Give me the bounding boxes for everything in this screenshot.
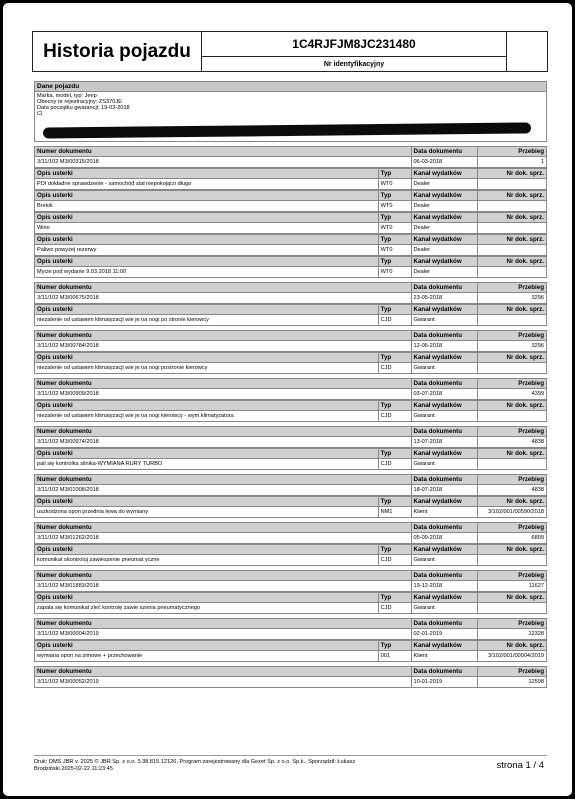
fault-channel: Klient [412, 651, 479, 661]
fault-channel: Gwarant [412, 315, 479, 325]
fault-channel: Gwarant [412, 555, 479, 565]
fault-row [34, 555, 547, 566]
footer-divider [34, 755, 547, 756]
fault-channel: Gwarant [412, 363, 479, 373]
fault-header-row [34, 640, 547, 651]
doc-number: 3/11/102 M3/00675/2018 [35, 293, 412, 303]
fault-type-label: Typ [379, 353, 412, 362]
fault-row [34, 651, 547, 662]
doc-mileage: 11627 [528, 583, 544, 589]
fault-channel: Dealer [412, 245, 479, 255]
channel-label: Kanał wydatków [412, 169, 479, 178]
claim-no-label: Nr dok. sprz. [506, 402, 544, 409]
document-header-row [34, 330, 547, 341]
document-header-row [34, 146, 547, 157]
fault-row [34, 507, 547, 518]
fault-row [34, 459, 547, 470]
channel-label: Kanał wydatków [412, 213, 479, 222]
fault-desc-label: Opis usterki [35, 593, 379, 602]
document-row [34, 157, 547, 168]
document-row [34, 533, 547, 544]
fault-channel: Gwarant [412, 459, 479, 469]
fault-type: WT0 [379, 223, 412, 233]
fault-description: pali się kontrolka silnika-WYMIANA RURY TURBO [35, 459, 379, 469]
fault-claim-no [478, 245, 546, 255]
claim-no-label: Nr dok. sprz. [506, 214, 544, 221]
doc-mileage: 4399 [531, 391, 544, 397]
fault-claim-no [478, 459, 546, 469]
fault-type-label: Typ [379, 257, 412, 266]
doc-number: 3/11/102 M3/01008/2018 [35, 485, 412, 495]
doc-mileage: 4838 [531, 487, 544, 493]
fault-type: CJD [379, 411, 412, 421]
vehicle-line: Data początku gwarancji: 19-03-2018 [37, 105, 130, 111]
fault-description: komunikat skontroluj zawieszenie pneumat yczne [35, 555, 379, 565]
doc-number: 3/11/102 M3/00909/2018 [35, 389, 412, 399]
fault-type-label: Typ [379, 169, 412, 178]
report-header [32, 31, 548, 72]
document-row [34, 437, 547, 448]
vin-box [202, 32, 507, 71]
fault-claim-no [478, 179, 546, 189]
claim-no-label: Nr dok. sprz. [506, 594, 544, 601]
vehicle-line: Cl [37, 111, 43, 117]
documents-list [34, 146, 547, 688]
doc-date-label: Data dokumentu [412, 667, 479, 676]
fault-description: Brelok [35, 201, 379, 211]
doc-number-label: Numer dokumentu [35, 147, 412, 156]
fault-header-row [34, 592, 547, 603]
mileage-label: Przebieg [518, 620, 544, 627]
fault-description: Paliwo powyżej rezerwy [35, 245, 379, 255]
page-number: strona 1 / 4 [496, 760, 544, 771]
vehicle-details [34, 92, 547, 142]
doc-date-label: Data dokumentu [412, 283, 479, 292]
doc-number: 3/11/102 M3/00052/2019 [35, 677, 412, 687]
doc-date: 13-07-2018 [412, 437, 479, 447]
doc-number: 3/11/102 M3/00004/2019 [35, 629, 412, 639]
fault-type: 001 [379, 651, 412, 661]
fault-header-row [34, 212, 547, 223]
document-page [3, 3, 572, 796]
fault-claim-no [478, 555, 546, 565]
vehicle-line: Marka, model, typ: Jeep [37, 93, 97, 99]
doc-number-label: Numer dokumentu [35, 475, 412, 484]
redaction-mark [43, 122, 531, 138]
doc-date-label: Data dokumentu [412, 571, 479, 580]
doc-date-label: Data dokumentu [412, 427, 479, 436]
claim-no-label: Nr dok. sprz. [506, 546, 544, 553]
doc-date: 12-06-2018 [412, 341, 479, 351]
fault-type-label: Typ [379, 235, 412, 244]
fault-desc-label: Opis usterki [35, 257, 379, 266]
fault-claim-no [478, 223, 546, 233]
fault-header-row [34, 190, 547, 201]
mileage-label: Przebieg [518, 524, 544, 531]
claim-no-label: Nr dok. sprz. [506, 642, 544, 649]
fault-row [34, 315, 547, 326]
mileage-label: Przebieg [518, 148, 544, 155]
fault-description: wymiana opon na zimowe + przechowanie [35, 651, 379, 661]
fault-type: CJD [379, 315, 412, 325]
channel-label: Kanał wydatków [412, 191, 479, 200]
mileage-label: Przebieg [518, 428, 544, 435]
fault-type-label: Typ [379, 545, 412, 554]
report-title: Historia pojazdu [33, 32, 202, 71]
doc-number-label: Numer dokumentu [35, 571, 412, 580]
fault-desc-label: Opis usterki [35, 235, 379, 244]
doc-mileage: 4838 [531, 439, 544, 445]
fault-type: WT0 [379, 179, 412, 189]
history-content [34, 81, 547, 688]
footer-print-info: Druk: DMS JBR v. 2025 © JBR Sp. z o.o. 3.38.815.12126, Program zarejestrowany dla Gezet Sp. z o.o. Sp.k., Sporządził: Łukasz Brodziński 2025-02-22 11:23:45 [34, 759, 356, 772]
doc-number-label: Numer dokumentu [35, 667, 412, 676]
fault-channel: Klient [412, 507, 479, 517]
mileage-label: Przebieg [518, 476, 544, 483]
fault-header-row [34, 496, 547, 507]
doc-mileage: 3296 [531, 343, 544, 349]
document-row [34, 677, 547, 688]
channel-label: Kanał wydatków [412, 593, 479, 602]
claim-no-label: Nr dok. sprz. [506, 498, 544, 505]
doc-date: 03-07-2018 [412, 389, 479, 399]
doc-mileage: 6809 [531, 535, 544, 541]
fault-claim-no: 3/102/001/00590/2018 [488, 509, 544, 515]
doc-date-label: Data dokumentu [412, 331, 479, 340]
fault-type-label: Typ [379, 401, 412, 410]
fault-row [34, 201, 547, 212]
document-header-row [34, 618, 547, 629]
fault-channel: Dealer [412, 267, 479, 277]
document-row [34, 389, 547, 400]
claim-no-label: Nr dok. sprz. [506, 236, 544, 243]
fault-type-label: Typ [379, 191, 412, 200]
fault-row [34, 267, 547, 278]
document-header-row [34, 666, 547, 677]
claim-no-label: Nr dok. sprz. [506, 450, 544, 457]
document-header-row [34, 426, 547, 437]
fault-desc-label: Opis usterki [35, 401, 379, 410]
doc-number: 3/11/102 M3/00315/2018 [35, 157, 412, 167]
fault-desc-label: Opis usterki [35, 545, 379, 554]
claim-no-label: Nr dok. sprz. [506, 192, 544, 199]
fault-type: NM1 [379, 507, 412, 517]
doc-number-label: Numer dokumentu [35, 427, 412, 436]
fault-desc-label: Opis usterki [35, 305, 379, 314]
fault-description: niezalenie od ustawien klimatyzacji wie je na nogi postronie kierowcy [35, 363, 379, 373]
fault-claim-no [478, 603, 546, 613]
doc-number: 3/11/102 M3/01262/2018 [35, 533, 412, 543]
document-header-row [34, 282, 547, 293]
fault-desc-label: Opis usterki [35, 497, 379, 506]
fault-header-row [34, 304, 547, 315]
fault-row [34, 245, 547, 256]
document-row [34, 341, 547, 352]
fault-desc-label: Opis usterki [35, 213, 379, 222]
fault-row [34, 179, 547, 190]
fault-description: uszkodzona opon przednia lewa do wymiany [35, 507, 379, 517]
doc-mileage: 12328 [528, 631, 544, 637]
doc-date-label: Data dokumentu [412, 475, 479, 484]
fault-description: Wino [35, 223, 379, 233]
document-row [34, 581, 547, 592]
fault-claim-no: 3/102/001/00004/2019 [488, 653, 544, 659]
doc-number-label: Numer dokumentu [35, 523, 412, 532]
fault-header-row [34, 448, 547, 459]
header-blank-cell [507, 32, 547, 71]
fault-channel: Dealer [412, 179, 479, 189]
fault-description: niezalenie od ustawien klimatyzacji wie je na nogi po stronie kierowcy [35, 315, 379, 325]
doc-date-label: Data dokumentu [412, 147, 479, 156]
fault-desc-label: Opis usterki [35, 169, 379, 178]
fault-channel: Gwarant [412, 411, 479, 421]
doc-mileage: 1 [540, 159, 544, 165]
doc-date: 05-09-2018 [412, 533, 479, 543]
fault-channel: Dealer [412, 201, 479, 211]
fault-desc-label: Opis usterki [35, 641, 379, 650]
doc-mileage: 12598 [528, 679, 544, 685]
fault-channel: Dealer [412, 223, 479, 233]
fault-type: CJD [379, 555, 412, 565]
channel-label: Kanał wydatków [412, 545, 479, 554]
fault-header-row [34, 400, 547, 411]
fault-type-label: Typ [379, 641, 412, 650]
channel-label: Kanał wydatków [412, 353, 479, 362]
mileage-label: Przebieg [518, 332, 544, 339]
channel-label: Kanał wydatków [412, 449, 479, 458]
vin-label: Nr identyfikacyjny [323, 60, 385, 68]
doc-number: 3/11/102 M3/00974/2018 [35, 437, 412, 447]
fault-claim-no [478, 315, 546, 325]
fault-channel: Gwarant [412, 603, 479, 613]
fault-description: zapala się komunikat zleć kontrolę zawie szenia pneumatycznego [35, 603, 379, 613]
claim-no-label: Nr dok. sprz. [506, 306, 544, 313]
claim-no-label: Nr dok. sprz. [506, 170, 544, 177]
doc-mileage: 3296 [531, 295, 544, 301]
document-row [34, 629, 547, 640]
mileage-label: Przebieg [518, 668, 544, 675]
doc-number-label: Numer dokumentu [35, 331, 412, 340]
doc-number-label: Numer dokumentu [35, 379, 412, 388]
doc-number-label: Numer dokumentu [35, 283, 412, 292]
fault-type: CJD [379, 363, 412, 373]
channel-label: Kanał wydatków [412, 497, 479, 506]
fault-desc-label: Opis usterki [35, 191, 379, 200]
channel-label: Kanał wydatków [412, 257, 479, 266]
doc-date: 02-01-2019 [412, 629, 479, 639]
claim-no-label: Nr dok. sprz. [506, 258, 544, 265]
mileage-label: Przebieg [518, 380, 544, 387]
doc-date: 18-07-2018 [412, 485, 479, 495]
fault-desc-label: Opis usterki [35, 353, 379, 362]
mileage-label: Przebieg [518, 284, 544, 291]
fault-claim-no [478, 411, 546, 421]
fault-type: WT0 [379, 267, 412, 277]
vin-value: 1C4RJFJM8JC231480 [202, 32, 506, 57]
fault-type: CJD [379, 459, 412, 469]
fault-type-label: Typ [379, 305, 412, 314]
doc-date: 10-01-2019 [412, 677, 479, 687]
fault-description: PDI dokładne sprawdzenie - samochód stał niepokojąco długo [35, 179, 379, 189]
doc-number-label: Numer dokumentu [35, 619, 412, 628]
fault-row [34, 223, 547, 234]
fault-row [34, 603, 547, 614]
doc-number: 3/11/102 M3/00784/2018 [35, 341, 412, 351]
fault-desc-label: Opis usterki [35, 449, 379, 458]
fault-type: WT0 [379, 245, 412, 255]
channel-label: Kanał wydatków [412, 235, 479, 244]
document-row [34, 485, 547, 496]
doc-date: 06-03-2018 [412, 157, 479, 167]
fault-type-label: Typ [379, 593, 412, 602]
fault-row [34, 363, 547, 374]
channel-label: Kanał wydatków [412, 641, 479, 650]
fault-type: WT0 [379, 201, 412, 211]
doc-date-label: Data dokumentu [412, 523, 479, 532]
fault-header-row [34, 256, 547, 267]
doc-number: 3/11/102 M3/01883/2018 [35, 581, 412, 591]
channel-label: Kanał wydatków [412, 401, 479, 410]
fault-description: niezalenie od ustawien klimatyzacji wie je na nogi kierowcy - wym.klimatyzatora [35, 411, 379, 421]
fault-type: CJD [379, 603, 412, 613]
fault-row [34, 411, 547, 422]
doc-date: 23-05-2018 [412, 293, 479, 303]
claim-no-label: Nr dok. sprz. [506, 354, 544, 361]
fault-claim-no [478, 201, 546, 211]
fault-type-label: Typ [379, 213, 412, 222]
fault-header-row [34, 234, 547, 245]
fault-type-label: Typ [379, 497, 412, 506]
fault-type-label: Typ [379, 449, 412, 458]
doc-date: 19-12-2018 [412, 581, 479, 591]
document-header-row [34, 378, 547, 389]
page-footer [34, 759, 547, 773]
fault-header-row [34, 544, 547, 555]
doc-date-label: Data dokumentu [412, 379, 479, 388]
fault-description: Mycie pod wydanie 9.03.2018 11:00 [35, 267, 379, 277]
document-header-row [34, 474, 547, 485]
doc-date-label: Data dokumentu [412, 619, 479, 628]
channel-label: Kanał wydatków [412, 305, 479, 314]
mileage-label: Przebieg [518, 572, 544, 579]
fault-header-row [34, 168, 547, 179]
document-header-row [34, 522, 547, 533]
document-row [34, 293, 547, 304]
fault-claim-no [478, 363, 546, 373]
fault-header-row [34, 352, 547, 363]
fault-claim-no [478, 267, 546, 277]
document-header-row [34, 570, 547, 581]
vehicle-section-heading: Dane pojazdu [34, 81, 547, 92]
vehicle-line: Obecny nr rejestracyjny: ZS370JE [37, 99, 122, 105]
